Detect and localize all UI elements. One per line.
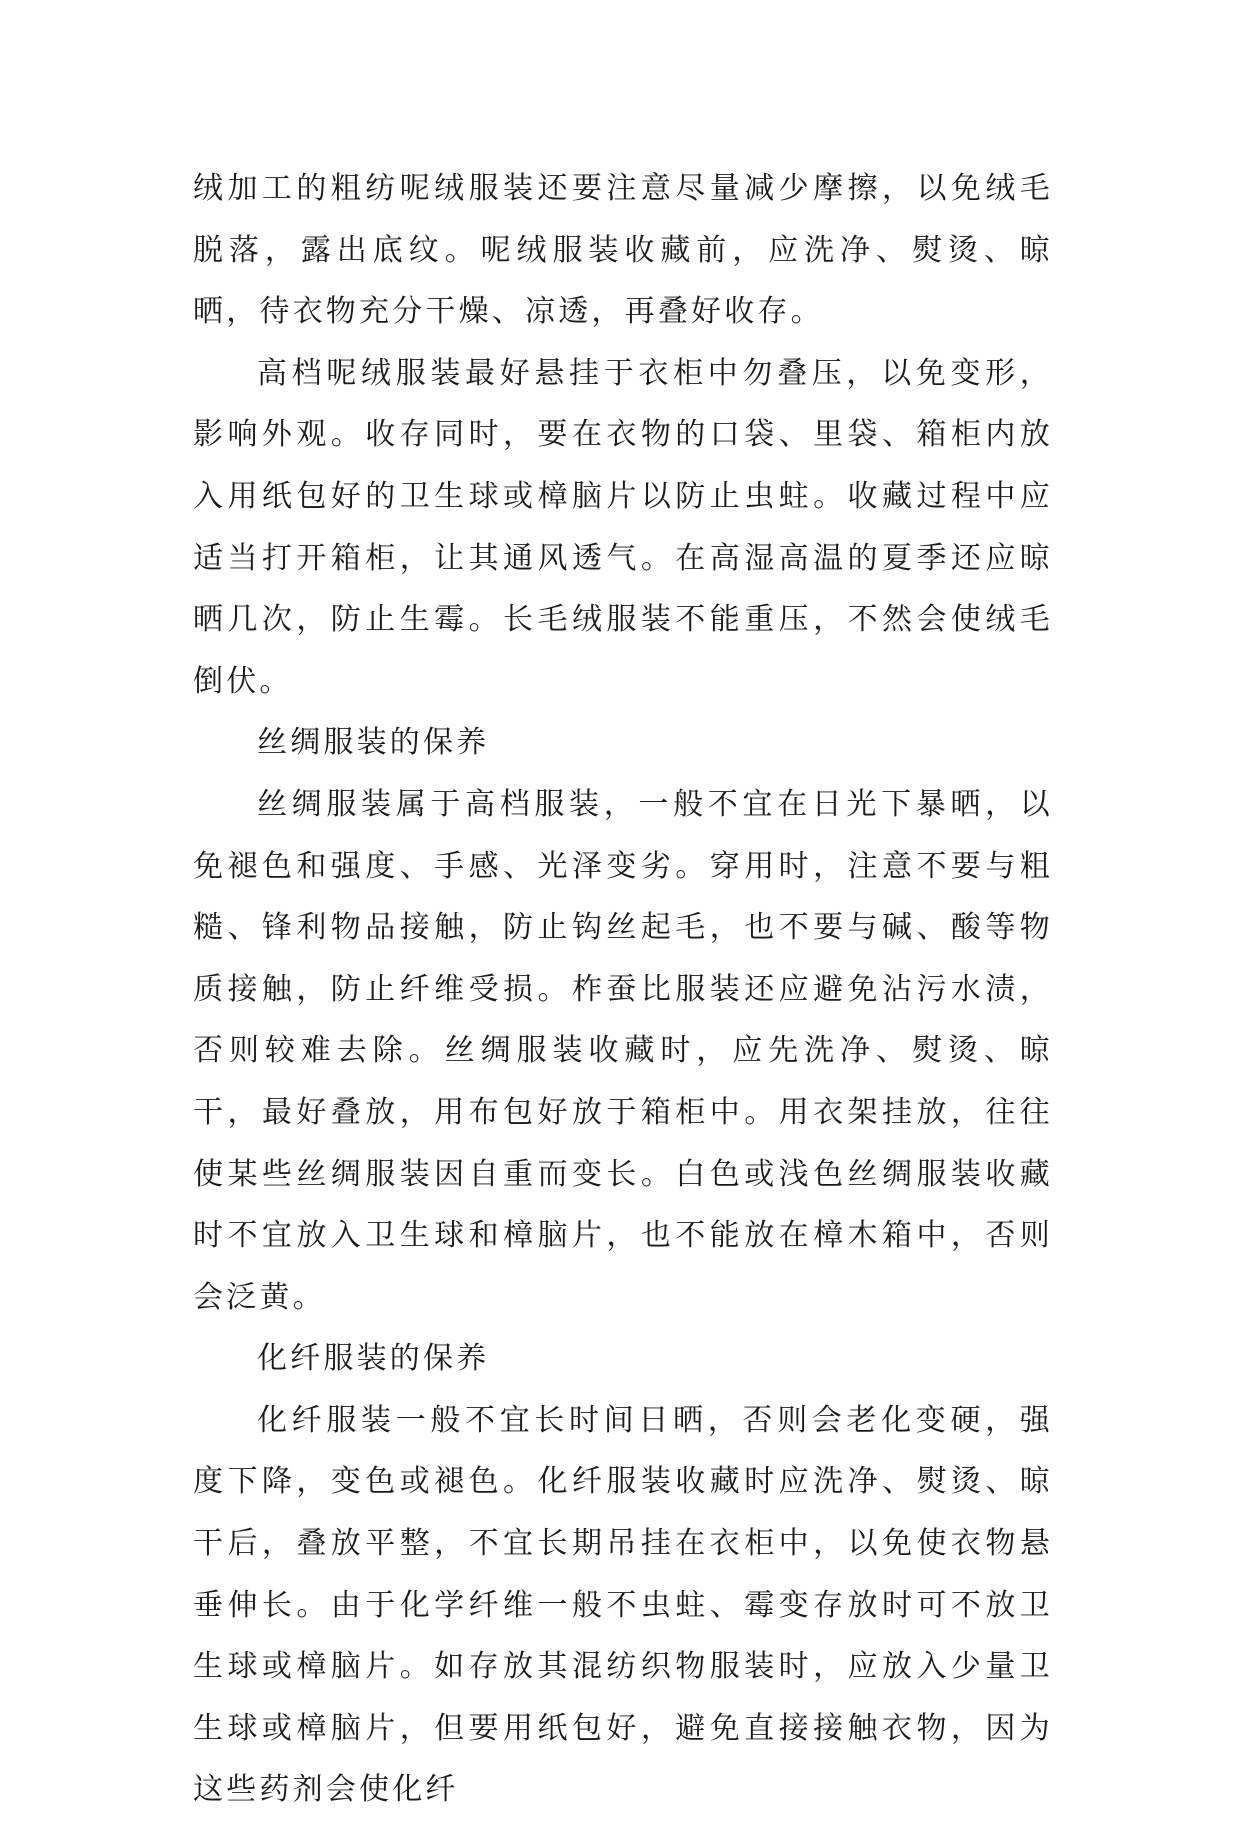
section-heading-silk: 丝绸服装的保养	[257, 725, 490, 761]
paragraph-silk-care: 丝绸服装属于高档服装，一般不宜在日光下暴晒，以免褪色和强度、手感、光泽变劣。穿用时，注意不要与粗糙、锋利物品接触，防止钩丝起毛，也不要与碱、酸等物质接触，防止纤维受损。柞蚕比服装还应避免沾污水渍，否则较难去除。丝绸服装收藏时，应先洗净、熨烫、晾干，最好叠放，用布包好放于箱柜中。用衣架挂放，往往使某些丝绸服装因自重而变长。白色或浅色丝绸服装收藏时不宜放入卫生球和樟脑片，也不能放在樟木箱中，否则会泛黄。	[193, 786, 1053, 1315]
document-body	[193, 158, 1053, 1821]
paragraph-2: 高档呢绒服装最好悬挂于衣柜中勿叠压，以免变形，影响外观。收存同时，要在衣物的口袋、里袋、箱柜内放入用纸包好的卫生球或樟脑片以防止虫蛀。收藏过程中应适当打开箱柜，让其通风透气。在高湿高温的夏季还应晾晒几次，防止生霉。长毛绒服装不能重压，不然会使绒毛倒伏。	[193, 355, 1053, 699]
section-heading-synthetic: 化纤服装的保养	[257, 1341, 490, 1377]
paragraph-synthetic-care: 化纤服装一般不宜长时间日晒，否则会老化变硬，强度下降，变色或褪色。化纤服装收藏时应洗净、熨烫、晾干后，叠放平整，不宜长期吊挂在衣柜中，以免使衣物悬垂伸长。由于化学纤维一般不虫蛀、霉变存放时可不放卫生球或樟脑片。如存放其混纺织物服装时，应放入少量卫生球或樟脑片，但要用纸包好，避免直接接触衣物，因为这些药剂会使化纤	[193, 1402, 1053, 1808]
paragraph-1: 绒加工的粗纺呢绒服装还要注意尽量减少摩擦，以免绒毛脱落，露出底纹。呢绒服装收藏前，应洗净、熨烫、晾晒，待衣物充分干燥、凉透，再叠好收存。	[193, 171, 1053, 330]
